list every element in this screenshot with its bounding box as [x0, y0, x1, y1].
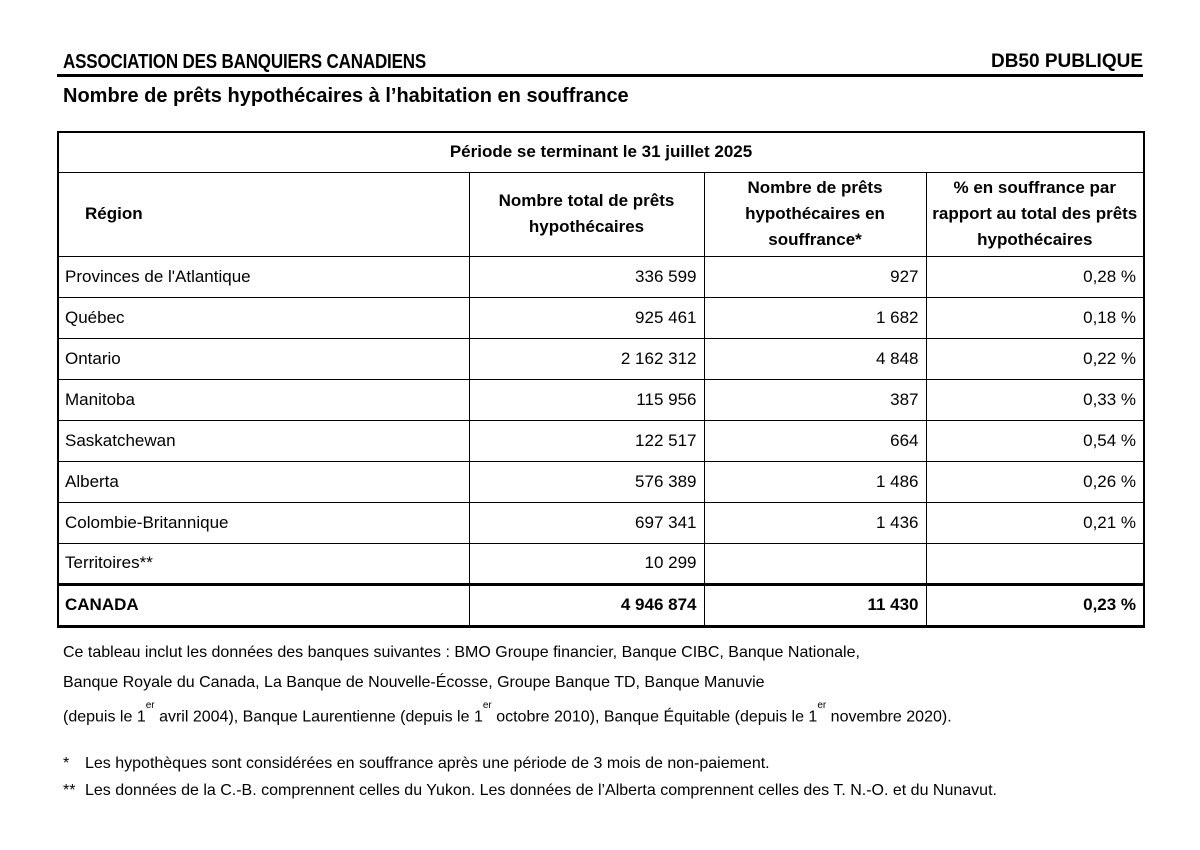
column-header-mortgages-in-arrears: Nombre de prêts hypothécaires en souffrance* — [704, 172, 926, 256]
total-cell: 10 299 — [469, 543, 704, 584]
arrears-cell: 1 486 — [704, 461, 926, 502]
total-cell: 697 341 — [469, 502, 704, 543]
region-cell: CANADA — [58, 584, 469, 626]
percent-cell: 0,33 % — [926, 379, 1144, 420]
column-header-row — [58, 172, 1144, 256]
column-header-percent-in-arrears: % en souffrance par rapport au total des prêts hypothécaires — [926, 172, 1144, 256]
table-row-ontario — [58, 338, 1144, 379]
percent-cell: 0,18 % — [926, 297, 1144, 338]
footnote-arrears-definition — [63, 750, 1153, 777]
mortgage-arrears-table — [57, 131, 1145, 628]
ordinal-superscript: er — [145, 700, 155, 711]
percent-cell: 0,28 % — [926, 256, 1144, 297]
percent-cell: 0,22 % — [926, 338, 1144, 379]
table-row-alberta — [58, 461, 1144, 502]
organization-name: ASSOCIATION DES BANQUIERS CANADIENS — [63, 51, 427, 73]
period-header: Période se terminant le 31 juillet 2025 — [58, 132, 1144, 172]
included-banks-note — [63, 638, 1153, 732]
region-cell: Territoires** — [58, 543, 469, 584]
total-cell: 115 956 — [469, 379, 704, 420]
arrears-cell: 11 430 — [704, 584, 926, 626]
note-text-segment: (depuis le 1 — [63, 708, 146, 726]
region-cell: Colombie-Britannique — [58, 502, 469, 543]
footnote-marker: * — [63, 755, 70, 772]
table-row-british-columbia — [58, 502, 1144, 543]
table-row-saskatchewan — [58, 420, 1144, 461]
page-title: Nombre de prêts hypothécaires à l’habitation en souffrance — [63, 85, 629, 107]
footnotes — [63, 750, 1153, 804]
region-cell: Québec — [58, 297, 469, 338]
banks-note-line-1: Ce tableau inclut les données des banques suivantes : BMO Groupe financier, Banque CIBC, Banque Nationale, — [63, 644, 860, 661]
region-cell: Provinces de l'Atlantique — [58, 256, 469, 297]
footnote-territories-data — [63, 777, 1153, 804]
note-text-segment: avril 2004), Banque Laurentienne (depuis le 1 — [154, 708, 483, 726]
arrears-cell — [704, 543, 926, 584]
arrears-cell: 664 — [704, 420, 926, 461]
arrears-cell: 1 436 — [704, 502, 926, 543]
total-cell: 576 389 — [469, 461, 704, 502]
percent-cell: 0,23 % — [926, 584, 1144, 626]
ordinal-superscript: er — [482, 700, 492, 711]
table-row-canada-total — [58, 584, 1144, 626]
note-text-segment: octobre 2010), Banque Équitable (depuis le 1 — [491, 708, 818, 726]
percent-cell: 0,21 % — [926, 502, 1144, 543]
banks-note-line-2: Banque Royale du Canada, La Banque de Nouvelle-Écosse, Groupe Banque TD, Banque Manuvie — [63, 674, 765, 691]
footnote-marker: ** — [63, 782, 76, 799]
total-cell: 4 946 874 — [469, 584, 704, 626]
arrears-cell: 4 848 — [704, 338, 926, 379]
arrears-cell: 387 — [704, 379, 926, 420]
percent-cell: 0,54 % — [926, 420, 1144, 461]
column-header-region: Région — [58, 172, 469, 256]
banks-note-line-3 — [63, 698, 1153, 732]
total-cell: 925 461 — [469, 297, 704, 338]
column-header-total-mortgages: Nombre total de prêts hypothécaires — [469, 172, 704, 256]
arrears-cell: 927 — [704, 256, 926, 297]
note-text-segment: novembre 2020). — [826, 708, 952, 726]
table-row-atlantic — [58, 256, 1144, 297]
percent-cell: 0,26 % — [926, 461, 1144, 502]
region-cell: Manitoba — [58, 379, 469, 420]
total-cell: 122 517 — [469, 420, 704, 461]
region-cell: Alberta — [58, 461, 469, 502]
letterhead-rule — [57, 74, 1143, 77]
table-row-territories — [58, 543, 1144, 584]
region-cell: Ontario — [58, 338, 469, 379]
arrears-cell: 1 682 — [704, 297, 926, 338]
table-row-manitoba — [58, 379, 1144, 420]
footnote-text: Les données de la C.-B. comprennent celles du Yukon. Les données de l’Alberta comprennent celles des T. N.-O. et du Nunavut. — [85, 782, 997, 799]
footnote-text: Les hypothèques sont considérées en souffrance après une période de 3 mois de non-paiement. — [85, 755, 770, 772]
percent-cell — [926, 543, 1144, 584]
total-cell: 2 162 312 — [469, 338, 704, 379]
document-classification-label: DB50 PUBLIQUE — [990, 51, 1143, 72]
region-cell: Saskatchewan — [58, 420, 469, 461]
ordinal-superscript: er — [817, 700, 827, 711]
table-row-quebec — [58, 297, 1144, 338]
period-header-row — [58, 132, 1144, 172]
total-cell: 336 599 — [469, 256, 704, 297]
